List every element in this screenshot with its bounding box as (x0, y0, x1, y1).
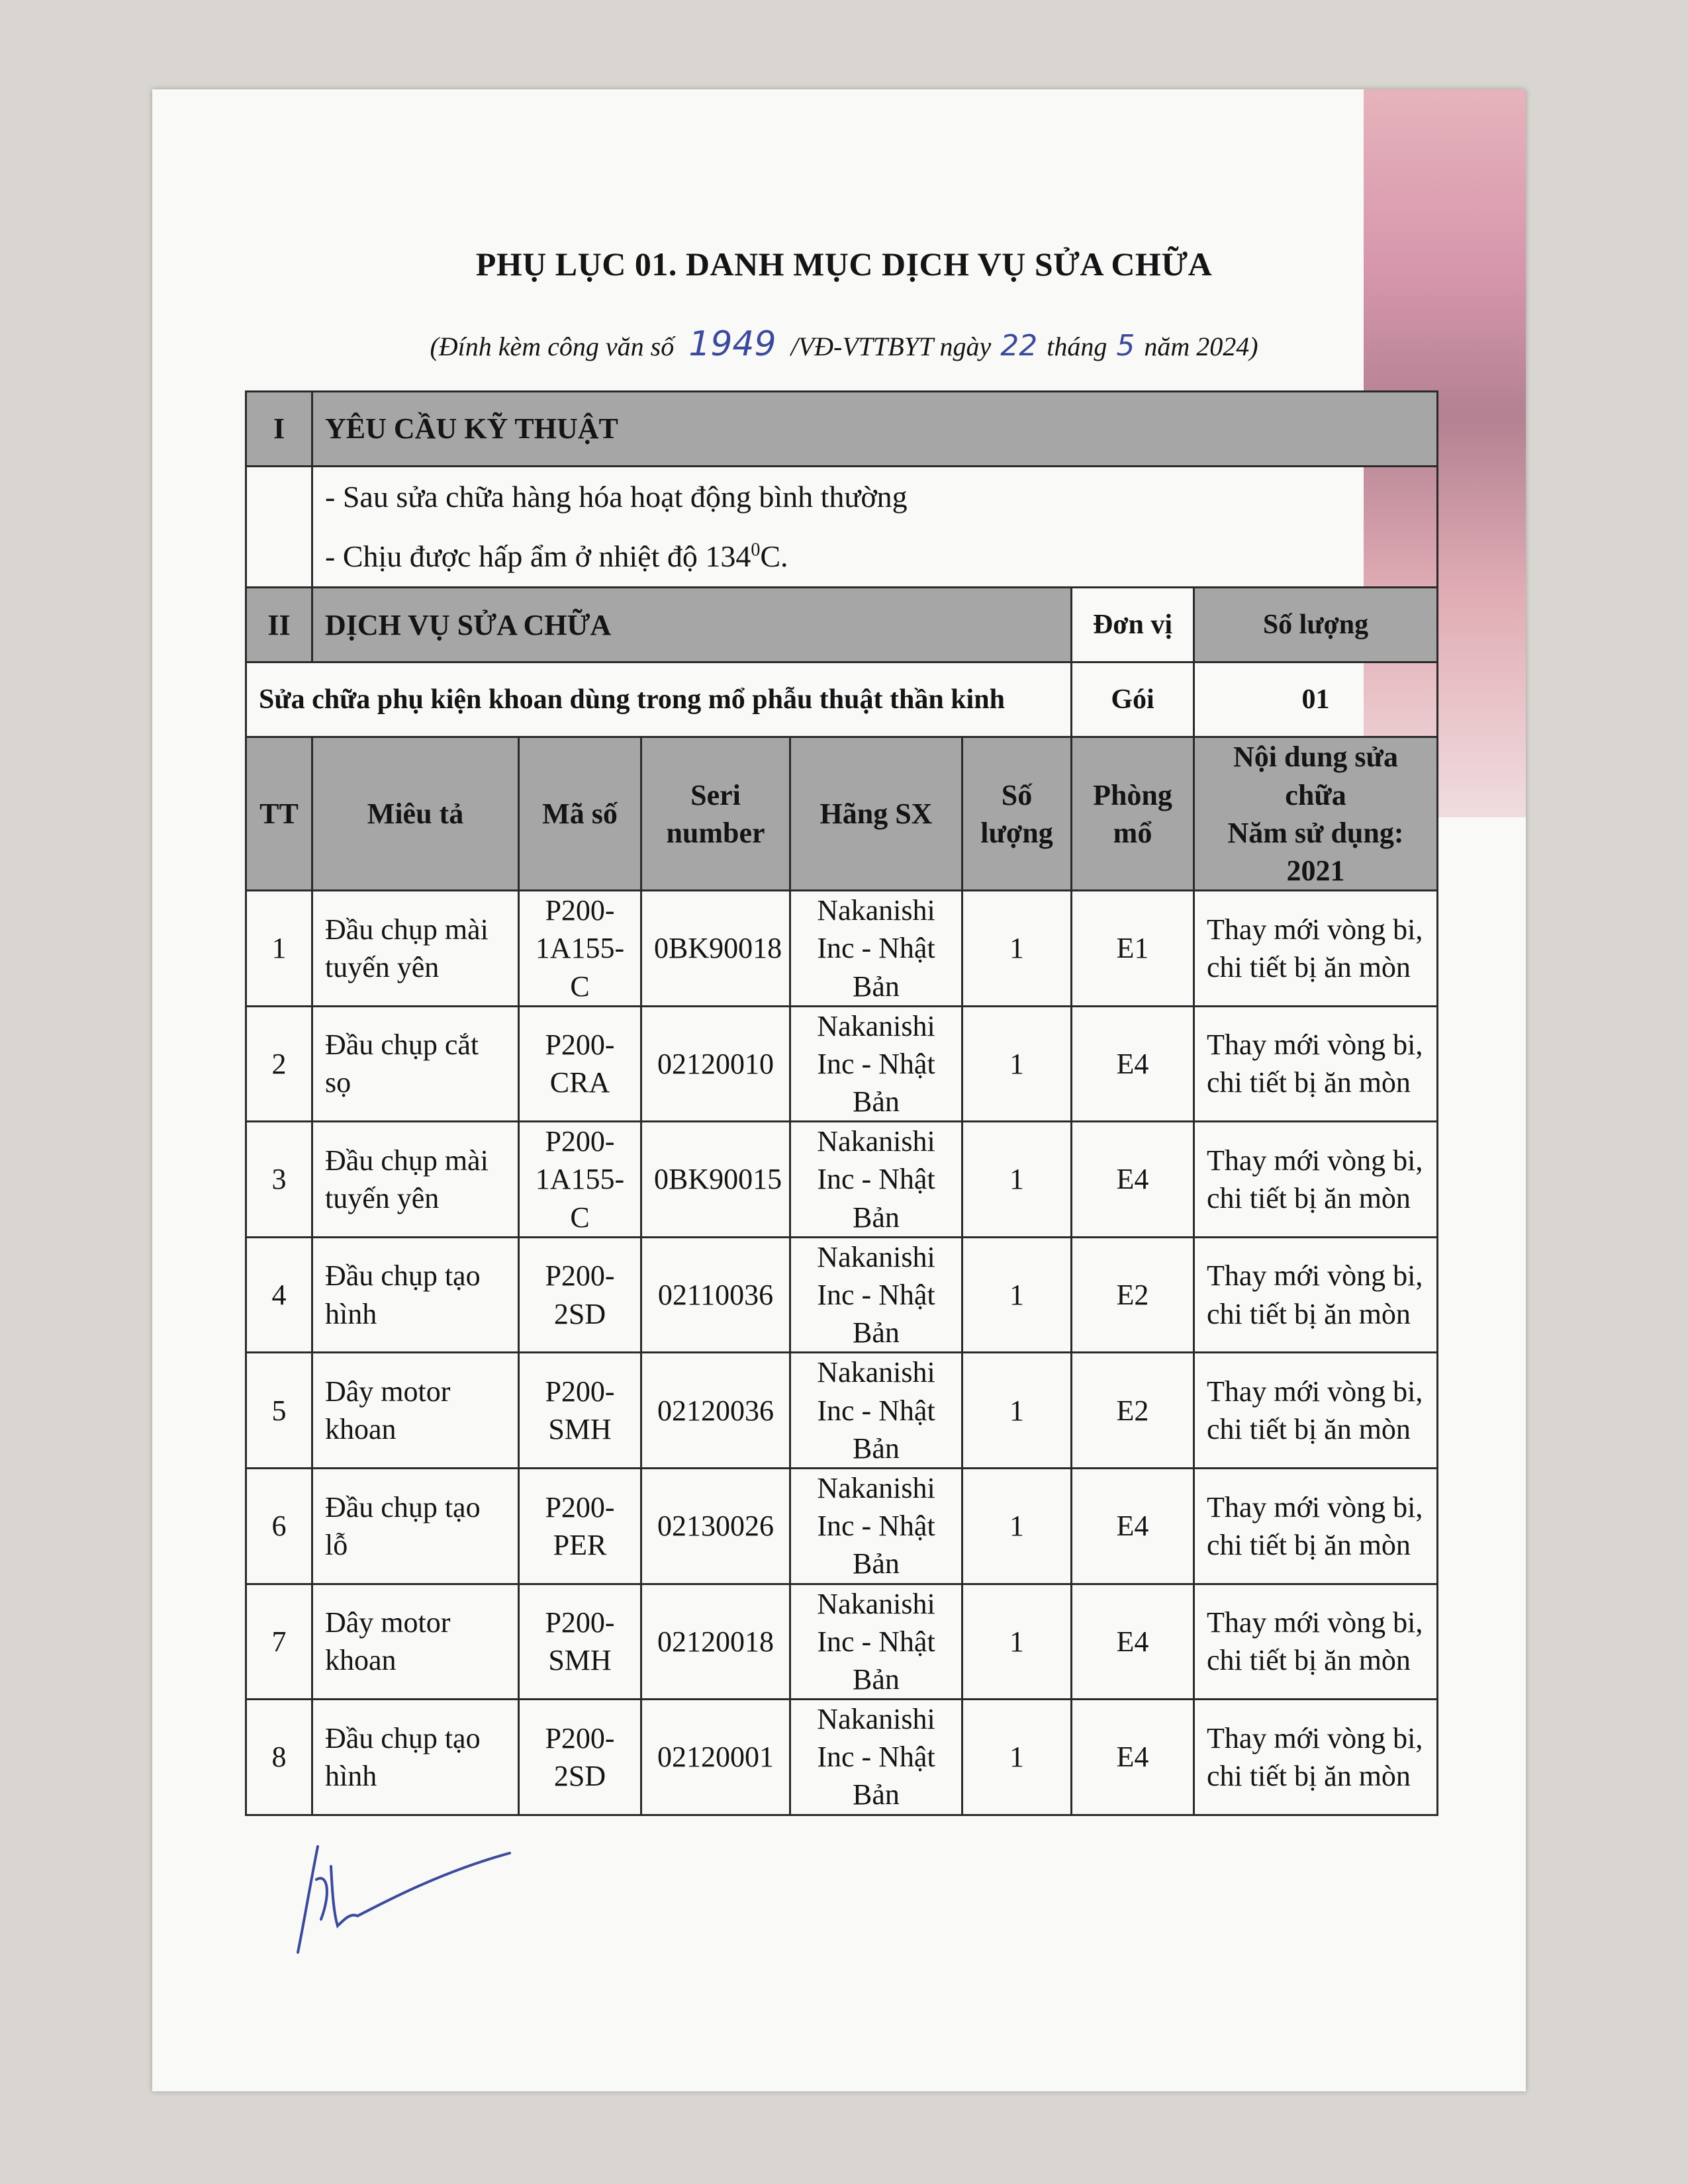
row-serial: 0BK90018 (641, 891, 790, 1007)
section2-title: DỊCH VỤ SỬA CHỮA (312, 588, 1072, 662)
col-header-room (1072, 737, 1194, 891)
row-content: Thay mới vòng bi, chi tiết bị ăn mòn (1194, 1353, 1438, 1469)
row-qty: 1 (962, 1006, 1072, 1122)
row-qty: 1 (962, 1237, 1072, 1353)
row-code: P200-1A155-C (519, 1122, 641, 1238)
table-row (246, 1122, 1438, 1238)
row-maker: Nakanishi Inc - Nhật Bản (790, 1237, 962, 1353)
quantity-header: Số lượng (1194, 588, 1438, 662)
requirement-line-2 (325, 527, 1425, 586)
row-room: E2 (1072, 1237, 1194, 1353)
row-code: P200-PER (519, 1468, 641, 1584)
repair-services-table (245, 390, 1438, 1816)
handwritten-month: 5 (1116, 329, 1135, 363)
row-serial: 02120036 (641, 1353, 790, 1469)
row-qty: 1 (962, 1353, 1072, 1469)
row-room: E4 (1072, 1122, 1194, 1238)
row-tt: 1 (246, 891, 312, 1007)
col-header-content-line1: Nội dung sửa chữa (1233, 741, 1398, 811)
row-desc: Đầu chụp mài tuyến yên (312, 1122, 519, 1238)
col-header-qty-line2: lượng (980, 816, 1053, 849)
row-qty: 1 (962, 891, 1072, 1007)
row-content: Thay mới vòng bi, chi tiết bị ăn mòn (1194, 1122, 1438, 1238)
row-tt: 8 (246, 1700, 312, 1815)
row-maker: Nakanishi Inc - Nhật Bản (790, 1584, 962, 1700)
col-header-room-line2: mổ (1113, 816, 1152, 849)
section1-title: YÊU CẦU KỸ THUẬT (312, 392, 1438, 467)
row-room: E4 (1072, 1584, 1194, 1700)
section1-requirements (312, 467, 1438, 588)
table-row (246, 1700, 1438, 1815)
row-serial: 0BK90015 (641, 1122, 790, 1238)
row-serial: 02120001 (641, 1700, 790, 1815)
service-row (246, 662, 1438, 737)
requirement-line-2-end: C. (760, 539, 788, 574)
service-quantity: 01 (1194, 662, 1438, 737)
row-room: E4 (1072, 1700, 1194, 1815)
row-qty: 1 (962, 1468, 1072, 1584)
col-header-serial-line2: number (666, 816, 765, 849)
row-tt: 3 (246, 1122, 312, 1238)
table-row (246, 1006, 1438, 1122)
row-code: P200-SMH (519, 1584, 641, 1700)
col-header-serial-line1: Seri (690, 778, 741, 811)
requirement-line-1: - Sau sửa chữa hàng hóa hoạt động bình thường (325, 480, 908, 514)
handwritten-day: 22 (1000, 329, 1038, 363)
row-tt: 5 (246, 1353, 312, 1469)
row-code: P200-1A155-C (519, 891, 641, 1007)
row-tt: 2 (246, 1006, 312, 1122)
section2-number: II (246, 588, 312, 662)
row-serial: 02120010 (641, 1006, 790, 1122)
row-desc: Dây motor khoan (312, 1584, 519, 1700)
column-header-row (246, 737, 1438, 891)
row-content: Thay mới vòng bi, chi tiết bị ăn mòn (1194, 1237, 1438, 1353)
service-unit: Gói (1072, 662, 1194, 737)
handwritten-doc-number: 1949 (688, 324, 776, 364)
row-content: Thay mới vòng bi, chi tiết bị ăn mòn (1194, 1584, 1438, 1700)
unit-header: Đơn vị (1072, 588, 1194, 662)
table-row (246, 891, 1438, 1007)
row-maker: Nakanishi Inc - Nhật Bản (790, 1353, 962, 1469)
row-maker: Nakanishi Inc - Nhật Bản (790, 1700, 962, 1815)
row-tt: 6 (246, 1468, 312, 1584)
row-desc: Đầu chụp cắt sọ (312, 1006, 519, 1122)
col-header-content (1194, 737, 1438, 891)
table-row (246, 1468, 1438, 1584)
row-serial: 02120018 (641, 1584, 790, 1700)
row-room: E4 (1072, 1468, 1194, 1584)
col-header-maker: Hãng SX (790, 737, 962, 891)
row-code: P200-SMH (519, 1353, 641, 1469)
row-code: P200-2SD (519, 1237, 641, 1353)
table-row (246, 1237, 1438, 1353)
subtitle-month-label: tháng (1047, 332, 1107, 361)
row-maker: Nakanishi Inc - Nhật Bản (790, 891, 962, 1007)
row-tt: 7 (246, 1584, 312, 1700)
row-tt: 4 (246, 1237, 312, 1353)
row-desc: Đầu chụp mài tuyến yên (312, 891, 519, 1007)
col-header-qty (962, 737, 1072, 891)
col-header-tt: TT (246, 737, 312, 891)
row-room: E4 (1072, 1006, 1194, 1122)
row-code: P200-2SD (519, 1700, 641, 1815)
service-name: Sửa chữa phụ kiện khoan dùng trong mổ phẫu thuật thần kinh (246, 662, 1072, 737)
col-header-code: Mã số (519, 737, 641, 891)
row-qty: 1 (962, 1122, 1072, 1238)
section2-header-row (246, 588, 1438, 662)
section1-header-row (246, 392, 1438, 467)
row-room: E1 (1072, 891, 1194, 1007)
requirement-line-2-sup: 0 (751, 539, 761, 561)
row-qty: 1 (962, 1700, 1072, 1815)
subtitle-mid: /VĐ-VTTBYT ngày (790, 332, 992, 361)
handwritten-signature (291, 1840, 516, 1959)
document-title: PHỤ LỤC 01. DANH MỤC DỊCH VỤ SỬA CHỮA (475, 246, 1213, 283)
section1-number: I (246, 392, 312, 467)
row-room: E2 (1072, 1353, 1194, 1469)
row-serial: 02110036 (641, 1237, 790, 1353)
col-header-serial (641, 737, 790, 891)
subtitle-prefix: (Đính kèm công văn số (430, 332, 675, 361)
row-maker: Nakanishi Inc - Nhật Bản (790, 1006, 962, 1122)
row-maker: Nakanishi Inc - Nhật Bản (790, 1122, 962, 1238)
subtitle-year: năm 2024) (1144, 332, 1258, 361)
col-header-desc: Miêu tả (312, 737, 519, 891)
document-subtitle (0, 324, 1688, 364)
table-row (246, 1353, 1438, 1469)
requirement-line-2-text: - Chịu được hấp ẩm ở nhiệt độ 134 (325, 539, 751, 574)
row-desc: Đầu chụp tạo hình (312, 1700, 519, 1815)
row-desc: Dây motor khoan (312, 1353, 519, 1469)
row-maker: Nakanishi Inc - Nhật Bản (790, 1468, 962, 1584)
row-content: Thay mới vòng bi, chi tiết bị ăn mòn (1194, 1006, 1438, 1122)
row-content: Thay mới vòng bi, chi tiết bị ăn mòn (1194, 891, 1438, 1007)
row-desc: Đầu chụp tạo hình (312, 1237, 519, 1353)
col-header-content-line2: Năm sử dụng: 2021 (1227, 816, 1404, 887)
section1-content-row (246, 467, 1438, 588)
row-code: P200-CRA (519, 1006, 641, 1122)
row-content: Thay mới vòng bi, chi tiết bị ăn mòn (1194, 1700, 1438, 1815)
row-desc: Đầu chụp tạo lỗ (312, 1468, 519, 1584)
row-content: Thay mới vòng bi, chi tiết bị ăn mòn (1194, 1468, 1438, 1584)
row-qty: 1 (962, 1584, 1072, 1700)
row-serial: 02130026 (641, 1468, 790, 1584)
section1-empty-cell (246, 467, 312, 588)
col-header-room-line1: Phòng (1093, 778, 1172, 811)
table-row (246, 1584, 1438, 1700)
col-header-qty-line1: Số (1001, 778, 1033, 811)
